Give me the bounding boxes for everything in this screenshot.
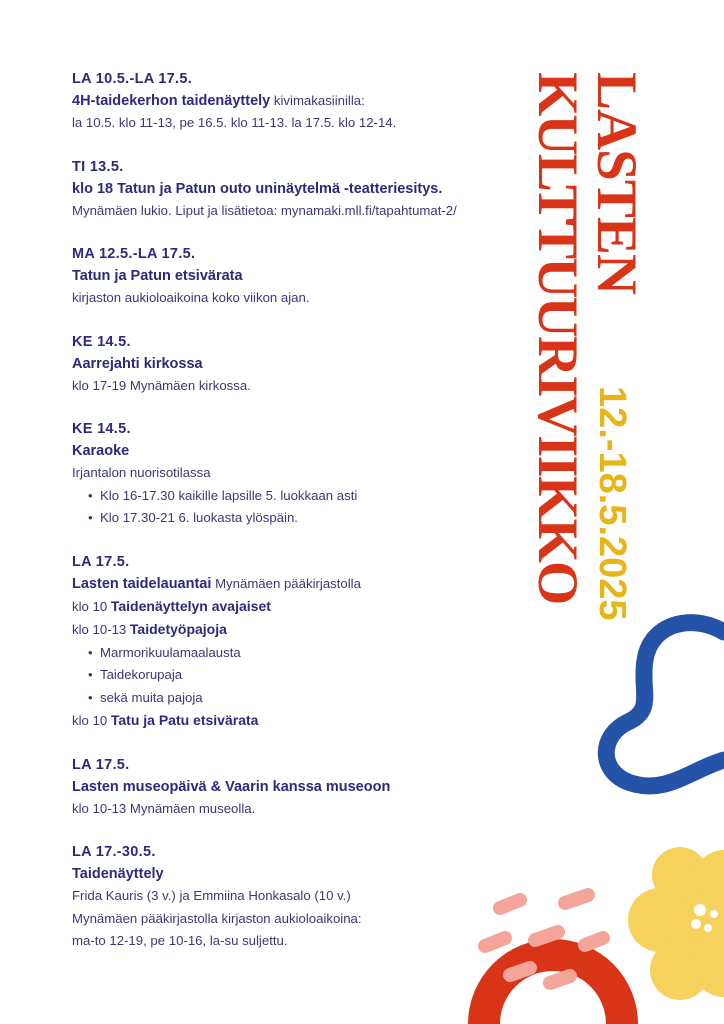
event-location: Mynämäen pääkirjastolla xyxy=(211,575,361,591)
yellow-flower-shape xyxy=(628,847,724,1000)
blue-blob-shape xyxy=(606,623,724,786)
bullet-item: • Marmorikuulamaalausta xyxy=(88,642,522,665)
event-title: Taidenäyttely xyxy=(72,866,164,882)
event-detail: la 10.5. klo 11-13, pe 16.5. klo 11-13. la 17.5. klo 12-14. xyxy=(72,115,397,130)
event-detail: Frida Kauris (3 v.) ja Emmiina Honkasalo (10 v.) xyxy=(72,888,351,903)
event-title: 4H-taidekerhon taidenäyttely xyxy=(72,93,271,109)
event-item xyxy=(72,68,522,135)
bullet-item: • Klo 16-17.30 kaikille lapsille 5. luokkaan asti xyxy=(88,485,522,508)
event-item xyxy=(72,243,522,310)
event-date: TI 13.5. xyxy=(72,158,124,175)
event-detail: klo 10-13 Mynämäen museolla. xyxy=(72,800,256,816)
event-title: Lasten museopäivä & Vaarin kanssa museoon xyxy=(72,778,391,795)
poster-title-kulttuuriviikko: KULTTUURIVIIKKO xyxy=(526,72,589,604)
bullet-list xyxy=(72,642,522,710)
poster-title-lasten: LASTEN xyxy=(585,72,648,295)
event-detail: kirjaston aukioloaikoina koko viikon ajan. xyxy=(72,290,310,305)
event-item xyxy=(72,551,522,733)
event-item xyxy=(72,754,522,821)
event-date: KE 14.5. xyxy=(72,421,131,437)
event-date: LA 10.5.-LA 17.5. xyxy=(72,71,193,87)
flower-center-dots xyxy=(691,904,718,932)
bullet-item: • sekä muita pajoja xyxy=(88,687,522,710)
event-date: LA 17.-30.5. xyxy=(72,844,156,860)
event-title: klo 18 Tatun ja Patun outo uninäytelmä -teatteriesitys. xyxy=(72,180,443,197)
time-text: klo 10-13 xyxy=(72,622,130,637)
event-detail: klo 17-19 Mynämäen kirkossa. xyxy=(72,377,251,393)
event-list xyxy=(72,68,522,974)
program-name: Taidenäyttelyn avajaiset xyxy=(110,597,271,614)
event-item xyxy=(72,331,522,398)
time-text: klo 10 xyxy=(72,598,111,614)
bullet-item: • Klo 17.30-21 6. luokasta ylöspäin. xyxy=(88,507,522,530)
program-name: Taidetyöpajoja xyxy=(129,621,227,637)
event-detail: Mynämäen pääkirjastolla kirjaston aukioloaikoina: xyxy=(72,910,362,926)
event-detail: Irjantalon nuorisotilassa xyxy=(72,465,211,480)
event-title: Aarrejahti kirkossa xyxy=(72,355,203,372)
time-text: klo 10 xyxy=(72,713,111,728)
event-detail: ma-to 12-19, pe 10-16, la-su suljettu. xyxy=(72,933,288,948)
event-detail xyxy=(72,618,522,642)
event-item xyxy=(72,418,522,530)
event-date: MA 12.5.-LA 17.5. xyxy=(72,246,196,262)
event-detail xyxy=(72,595,522,619)
event-location: kivimakasiinilla: xyxy=(270,93,365,108)
event-detail: Mynämäen lukio. Liput ja lisätietoa: mynamaki.mll.fi/tapahtumat-2/ xyxy=(72,202,457,218)
event-title: Karaoke xyxy=(72,443,130,459)
bullet-list xyxy=(72,485,522,530)
event-date: LA 17.5. xyxy=(72,553,130,570)
program-name: Tatu ja Patu etsivärata xyxy=(110,712,259,728)
event-title: Tatun ja Patun etsivärata xyxy=(72,268,243,284)
poster-dates: 12.-18.5.2025 xyxy=(591,386,633,621)
event-date: LA 17.5. xyxy=(72,756,130,773)
event-title: Lasten taidelauantai xyxy=(72,575,212,592)
event-date: KE 14.5. xyxy=(72,333,131,350)
event-detail xyxy=(72,709,522,733)
bullet-item: • Taidekorupaja xyxy=(88,664,522,687)
event-item xyxy=(72,841,522,953)
event-title-row xyxy=(72,90,522,112)
event-item xyxy=(72,156,522,223)
event-title-row xyxy=(72,573,522,595)
